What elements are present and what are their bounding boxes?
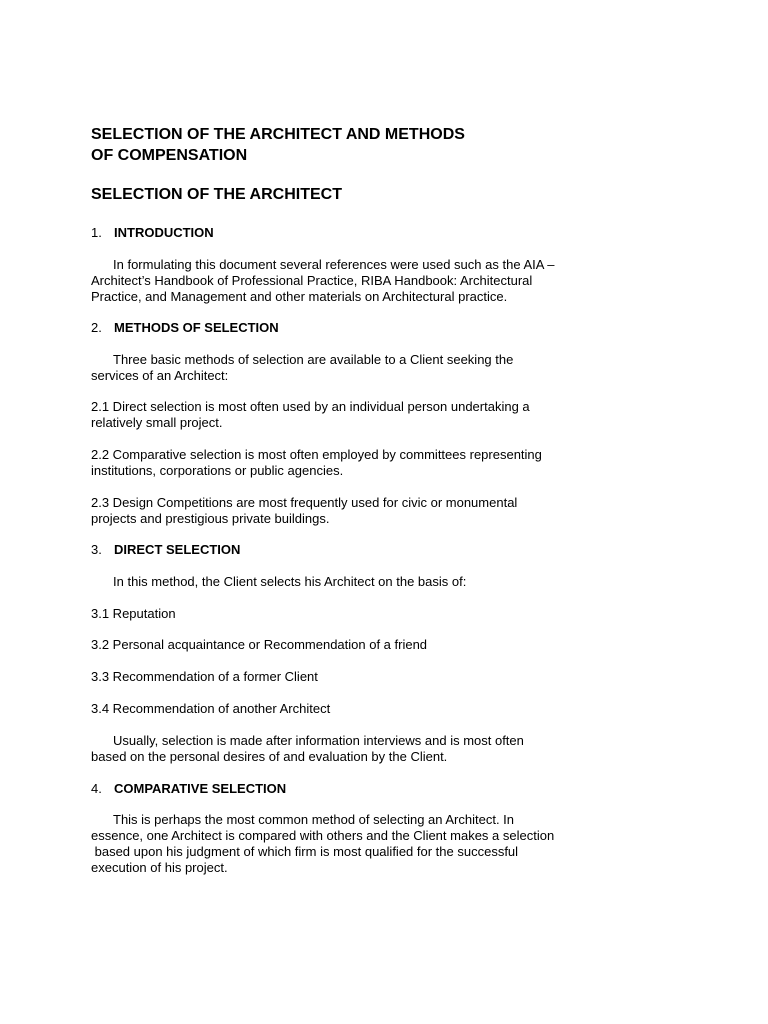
section-number: 2. [91, 320, 102, 335]
section-heading-text: METHODS OF SELECTION [114, 320, 279, 335]
list-item-3-3: 3.3 Recommendation of a former Client [91, 669, 318, 684]
comparative-selection-paragraph [91, 812, 554, 876]
paragraph-line: institutions, corporations or public agencies. [91, 463, 344, 478]
title-line: OF COMPENSATION [91, 147, 248, 164]
section-heading-comparative-selection [91, 781, 286, 797]
section-heading-introduction [91, 225, 214, 241]
section-heading-direct-selection [91, 542, 240, 558]
paragraph-line: Practice, and Management and other materials on Architectural practice. [91, 289, 508, 304]
section-number: 1. [91, 225, 102, 240]
paragraph-line: 2.1 Direct selection is most often used by an individual person undertaking a [91, 399, 530, 414]
paragraph-line: projects and prestigious private buildings. [91, 511, 330, 526]
introduction-paragraph [91, 257, 555, 305]
list-item-3-4: 3.4 Recommendation of another Architect [91, 701, 331, 716]
paragraph-line: In this method, the Client selects his Architect on the basis of: [113, 574, 467, 589]
paragraph-line: This is perhaps the most common method of selecting an Architect. In [113, 812, 515, 827]
document-subtitle: SELECTION OF THE ARCHITECT [91, 186, 342, 203]
list-item-2-2 [91, 447, 542, 479]
paragraph-line: In formulating this document several references were used such as the AIA – [113, 257, 555, 272]
paragraph-line: execution of his project. [91, 860, 228, 875]
paragraph-line: Architect’s Handbook of Professional Practice, RIBA Handbook: Architectural [91, 273, 533, 288]
list-item-2-3 [91, 495, 517, 527]
paragraph-line: Three basic methods of selection are available to a Client seeking the [113, 352, 514, 367]
list-item-2-1 [91, 399, 530, 431]
paragraph-line: 2.2 Comparative selection is most often employed by committees representing [91, 447, 542, 462]
paragraph-line: based upon his judgment of which firm is most qualified for the successful [91, 844, 519, 859]
section-heading-text: INTRODUCTION [114, 225, 214, 240]
document-page [91, 0, 711, 1024]
list-item-3-1: 3.1 Reputation [91, 606, 176, 621]
paragraph-line: relatively small project. [91, 415, 223, 430]
paragraph-line: services of an Architect: [91, 368, 229, 383]
section-heading-text: COMPARATIVE SELECTION [114, 781, 287, 796]
list-item-3-2: 3.2 Personal acquaintance or Recommendation of a friend [91, 637, 428, 652]
section-number: 3. [91, 542, 102, 557]
paragraph-line: Usually, selection is made after information interviews and is most often [113, 733, 524, 748]
paragraph-line: based on the personal desires of and evaluation by the Client. [91, 749, 448, 764]
section-number: 4. [91, 781, 102, 796]
methods-intro-paragraph [91, 352, 513, 384]
title-line: SELECTION OF THE ARCHITECT AND METHODS [91, 126, 465, 143]
document-title [91, 124, 465, 166]
paragraph-line: 2.3 Design Competitions are most frequently used for civic or monumental [91, 495, 518, 510]
section-heading-methods-of-selection [91, 320, 279, 336]
section-heading-text: DIRECT SELECTION [114, 542, 241, 557]
direct-selection-closing [91, 733, 524, 765]
paragraph-line: essence, one Architect is compared with others and the Client makes a selection [91, 828, 555, 843]
direct-selection-intro [91, 574, 466, 590]
